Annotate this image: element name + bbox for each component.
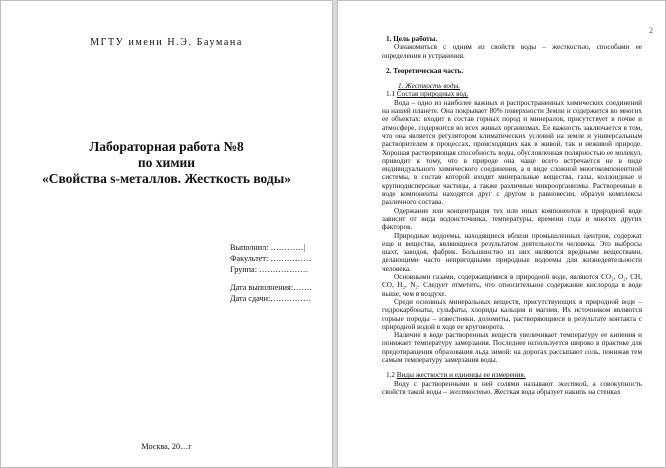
subheading-composition	[382, 90, 642, 98]
title-line-1: Лабораторная работа №8	[89, 139, 244, 154]
subheading-types-text: Виды жесткости и единицы ее измерения.	[396, 371, 526, 380]
lab-title	[1, 139, 332, 187]
paragraph-6: Наличие в воде растворенных веществ увеличивает температуру ее кипения и понижает температуру замерзания. Последнее используется широко в практике для предотвращения образования льда зимой: на дорогах рассыпают соль, понижая тем самым температуру замерзания воды.	[382, 331, 642, 364]
subheading-hardness: 1. Жесткость воды.	[398, 82, 461, 91]
university-name: МГТУ имени Н.Э. Баумана	[90, 37, 243, 48]
city-year: Москва, 20…г	[141, 442, 192, 451]
goal-text: Ознакомиться с одним из свойств воды – жесткостью, способами ее определения и устранения.	[382, 43, 642, 60]
p7-term-hardness: жесткостью	[448, 387, 491, 396]
title-line-3: «Свойства s-металлов. Жесткость воды»	[41, 171, 292, 186]
paragraph-4: Основными газами, содержащимися в природной воде, являются CO₂, O₂, CH, CO, H₂, N₂. Следует отметить, что относительное содержание кислорода в воде выше, чем в воздухе.	[382, 273, 642, 298]
student-info	[230, 243, 311, 305]
date-done: Дата выполнения:…….	[230, 283, 312, 293]
performed-by: Выполнил: …………|	[230, 243, 305, 252]
paragraph-7	[382, 380, 642, 397]
page-number: 2	[649, 26, 653, 35]
subheading-composition-number: 1.1	[386, 90, 397, 99]
title-line-2: по химии	[137, 155, 196, 170]
heading-theory: 2. Теоретическая часть.	[386, 66, 464, 75]
subheading-types	[382, 371, 642, 379]
faculty: Факультет: ……………	[230, 253, 312, 263]
report-body	[382, 35, 642, 396]
p7-part-a: Воду с растворенными в ней солями называют	[394, 379, 558, 388]
heading-goal: 1. Цель работы.	[386, 35, 438, 43]
p7-part-e: . Жесткая вода образует накипь на стенках	[490, 387, 621, 396]
paragraph-5: Среди основных минеральных веществ, присутствующих в природной воде – гидрокарбонаты, сульфаты, хлориды кальция и магния. Их источником являются горные породы – известняки, доломиты, растворяющиеся в результате контакта с природной водой в ходе ее круговорота.	[382, 297, 642, 331]
paragraph-2: Одержание или концентрация тех или иных компонентов в природной воде зависит от вида водоисточника, температуры, времени года и многих других факторов.	[382, 206, 642, 232]
p7-part-c: , а совокупность свойств такой воды –	[382, 379, 642, 396]
subheading-types-number: 1.2	[386, 371, 397, 380]
paragraph-1: Вода – одно из наиболее важных и распространенных химических соединений на нашей планете. Она покрывает 80% поверхности Земли и содержится во многих ее объектах: входит в состав горных пород и минералов, присутствует в почве и атмосфере, содержится во всех живых организмах. Ее важность заключается в том, что она является регулятором климатических условий на земле и универсальным растворителем в процессах, происходящих как в живой, так и неживой природе. Хорошая растворяющая способность воды, обусловленная полярностью ее молекул, приводит к тому, что в природе она чаще всего встречается не в виде индивидуального химического соединения, а в виде сложной многокомпонентной системы, в состав которой входят минеральные вещества, газы, коллоидные и крупнодисперсные частицы, а также различные микроорганизмы. Растворенные в воде компоненты находятся друг с другом в равновесии, образуя комплексы различного состава.	[382, 98, 642, 207]
group: Группа: ………………	[230, 264, 309, 274]
date-submit: Дата сдачи:……………	[230, 294, 312, 304]
subheading-composition-text: Состав природных вод.	[396, 90, 469, 99]
paragraph-3: Природные водоемы, находящиеся вблизи промышленных центров, содержат еще и вещества, являющиеся результатом деятельности человека. Это выбросы шахт, заводов, фабрик. Большинство из них являются вредными веществами, делающими часто непригодными природные водоемы для жизнедеятельности человека.	[382, 231, 642, 273]
report-page	[337, 0, 666, 468]
p7-term-hard: жесткой	[557, 379, 587, 388]
